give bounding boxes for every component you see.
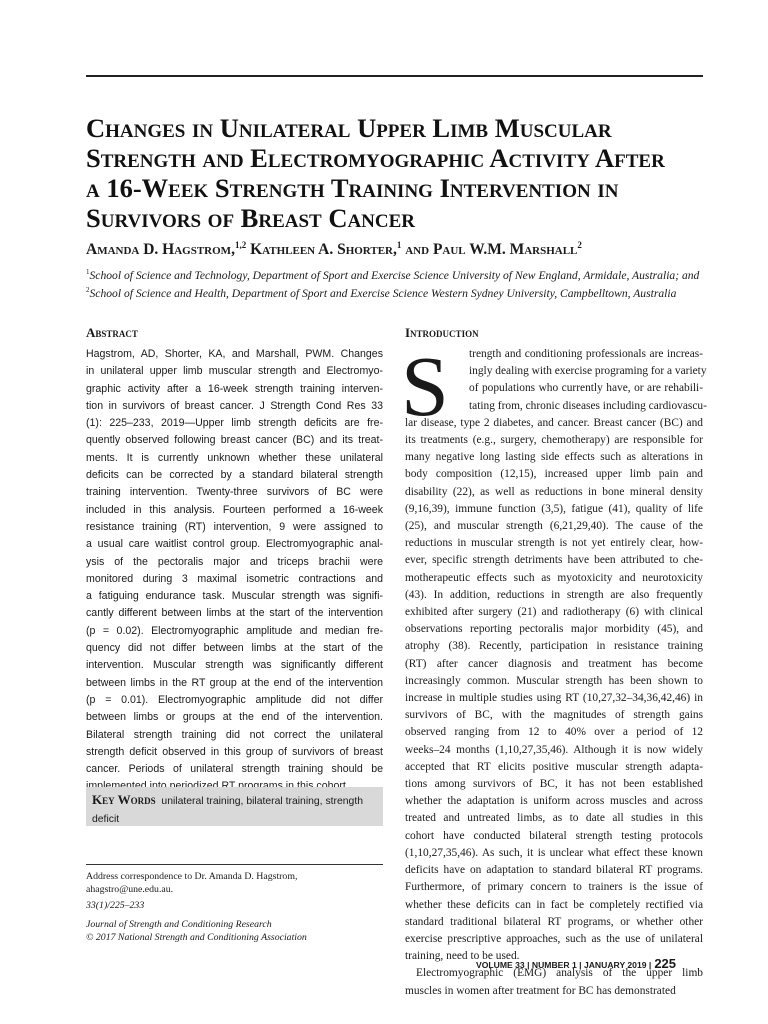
introduction-line: atrophy (38). Recently, participation in resistance training [405, 640, 703, 653]
author-affiliation-mark: 1 [396, 240, 402, 250]
introduction-line: (RT) after cancer diagnosis and treatment has become [405, 657, 703, 670]
introduction-line: ever, specific strength detriments have been attributed to che- [405, 554, 703, 567]
copyright-note: © 2017 National Strength and Conditioning Association [86, 932, 307, 943]
abstract-line: intervention. Muscular strength was significantly different [86, 659, 383, 672]
introduction-line: increase in multiple studies using RT (10,27,32–34,36,42,46) in [405, 692, 703, 705]
abstract-line: (1): 225–233, 2019—Upper limb strength deficits are fre- [86, 417, 383, 430]
article-title [86, 113, 726, 233]
introduction-line: deficits have on adaptation to standard bilateral RT programs. [405, 864, 703, 877]
introduction-line: (9,16,39), immune function (3,5), fatigue (41), quality of life [405, 502, 703, 515]
title-line: Strength and Electromyographic Activity After [86, 143, 665, 173]
introduction-line: (1,10,27,35,46). As such, it is unclear what effect these known [405, 846, 703, 859]
introduction-line: disability (22), as well as reductions in bone mineral density [405, 485, 703, 498]
abstract-line: training intervention. Twenty-three survivors of BC were [86, 486, 383, 499]
affiliation-line [86, 283, 726, 301]
abstract-line: strength deficit observed in this group of survivors of breast [86, 745, 383, 758]
introduction-line: ingly dealing with exercise programing for a variety [469, 365, 707, 378]
title-line: a 16-Week Strength Training Intervention in [86, 173, 619, 203]
introduction-line: accepted that RT elicits positive muscular strength adapta- [405, 760, 703, 773]
introduction-line: whether the adaptation is uniform across muscles and across [405, 795, 703, 808]
introduction-body [405, 346, 707, 1000]
abstract-line: cancer. Periods of unilateral strength training should be [86, 763, 383, 776]
abstract-line: between limbs in the RT group at the end of the intervention [86, 676, 383, 689]
affiliation-text: School of Science and Technology, Department of Sport and Exercise Science University of New England, Armidale, Australia; and [89, 268, 700, 282]
author-name: Paul W.M. Marshall [432, 241, 578, 259]
abstract-line: resistance training (RT) intervention, 9 were assigned to [86, 520, 383, 533]
abstract-line: graphic activity after a 16-week strength training interven- [86, 382, 383, 395]
abstract-line: a usual care waitlist control group. Electromyographic anal- [86, 538, 383, 551]
top-rule [86, 75, 703, 77]
title-line: Survivors of Breast Cancer [86, 203, 416, 233]
introduction-line: exercise prescriptive approaches, such as the use of unilateral [405, 932, 703, 945]
abstract-line: ysis of the pectoralis major and triceps brachii were [86, 555, 383, 568]
abstract-line: (p = 0.02). Electromyographic amplitude and median fre- [86, 624, 383, 637]
abstract-line: monitored during 3 maximal isometric contractions and [86, 572, 383, 585]
abstract-line: quently observed following breast cancer (BC) and its treat- [86, 434, 383, 447]
introduction-line: whether these deficits can in fact be completely rectified via [405, 898, 703, 911]
introduction-line: reductions in muscular strength is not yet entirely clear, how- [405, 537, 703, 550]
introduction-line: observed ranging from 12 to 40% over a period of 12 [405, 726, 703, 739]
abstract-line: (p = 0.01). Electromyographic amplitude did not differ [86, 693, 383, 706]
abstract-line: included in this analysis. Fourteen performed a 16-week [86, 503, 383, 516]
abstract-line: deficits can be corrected by a standard bilateral strength [86, 469, 383, 482]
abstract-body [86, 346, 383, 796]
title-line: Changes in Unilateral Upper Limb Muscular [86, 113, 612, 143]
drop-cap: S [401, 338, 449, 434]
abstract-line: cantly different between limbs at the start of the intervention [86, 607, 383, 620]
abstract-line: Hagstrom, AD, Shorter, KA, and Marshall, PWM. Changes [86, 348, 383, 360]
keywords-text: unilateral training, bilateral training, strength deficit [92, 796, 363, 825]
introduction-line: many negative long lasting side effects such as alterations in [405, 451, 703, 464]
introduction-line: muscles in women after treatment for BC has demonstrated [405, 984, 676, 997]
abstract-line: between limbs or groups at the end of the intervention. [86, 711, 383, 724]
introduction-line: standard traditional bilateral RT programs, or whether other [405, 915, 703, 928]
author-name: Amanda D. Hagstrom, [86, 241, 235, 259]
introduction-line: its treatments (e.g., surgery, chemotherapy) are responsible for [405, 434, 703, 447]
author-list [86, 240, 582, 259]
introduction-line: survivors of BC, with the magnitudes of strength gains [405, 709, 703, 722]
introduction-line: tating from, chronic diseases including cardiovascu- [469, 399, 707, 412]
introduction-line: exhibited after surgery (21) and radiotherapy (6) with clinical [405, 606, 703, 619]
citation-note: 33(1)/225–233 [86, 900, 145, 911]
introduction-line: (25), and muscular strength (6,21,29,40). The cause of the [405, 520, 703, 533]
abstract-line: tion in survivors of breast cancer. J Strength Cond Res 33 [86, 399, 383, 412]
page-number: 225 [654, 956, 677, 971]
abstract-line: in unilateral upper limb muscular strength and Electromyo- [86, 365, 383, 378]
issue-info: VOLUME 33 | NUMBER 1 | JANUARY 2019 | [476, 960, 652, 970]
abstract-line: Bilateral strength training did not correct the unilateral [86, 728, 383, 741]
affiliations [86, 265, 726, 301]
affiliation-text: School of Science and Health, Department of Sport and Exercise Science Western Sydney University, Campbelltown, Australia [89, 286, 677, 300]
footnotes [86, 870, 383, 944]
affiliation-mark: 1 [86, 268, 90, 276]
introduction-line: cohort have conducted bilateral strength testing protocols [405, 829, 703, 842]
affiliation-mark: 2 [86, 285, 90, 294]
introduction-line: body composition (12,15), increased upper limb pain and [405, 468, 703, 481]
affiliation-line [86, 265, 726, 283]
footnote-rule [86, 864, 383, 865]
author-name: Kathleen A. Shorter, [250, 241, 397, 259]
abstract-line: ments. It is currently unknown whether these unilateral [86, 451, 383, 464]
introduction-line: treated and untreated limbs, as to date all studies in this [405, 812, 703, 825]
introduction-line: of populations who currently have, or are rehabili- [469, 382, 703, 395]
introduction-line: increasingly common. Muscular strength has been shown to [405, 674, 703, 687]
author-affiliation-mark: 1,2 [234, 240, 247, 250]
introduction-heading: Introduction [405, 325, 479, 340]
page-footer [476, 956, 676, 971]
introduction-line: Electromyographic (EMG) analysis of the upper limb [416, 967, 703, 980]
introduction-line: motherapeutic effects such as myotoxicity and neurotoxicity [405, 571, 703, 584]
abstract-line: a fatiguing endurance task. Muscular strength was signifi- [86, 590, 383, 603]
journal-name: Journal of Strength and Conditioning Research [86, 919, 272, 930]
introduction-line: observations reporting pectoralis major morbidity (45), and [405, 623, 703, 636]
keywords-heading: Key Words [92, 792, 156, 807]
introduction-line: trength and conditioning professionals are increas- [469, 348, 703, 360]
keywords-box [86, 787, 383, 826]
introduction-line: (43). In addition, reductions in strength are also frequently [405, 588, 703, 601]
correspondence-note: Address correspondence to Dr. Amanda D. Hagstrom, ahagstro@une.edu.au. [86, 871, 298, 895]
introduction-line: training, need to be used. [405, 950, 520, 963]
abstract-heading: Abstract [86, 325, 138, 340]
author-conjunction: and [405, 241, 430, 259]
abstract-line: quency did not differ between limbs at the start of the [86, 642, 383, 655]
author-affiliation-mark: 2 [577, 240, 582, 250]
introduction-line: weeks–24 months (1,10,27,35,46). Although it is now widely [405, 743, 703, 756]
introduction-line: tions among survivors of BC, it has not been established [405, 778, 703, 791]
introduction-line: lar disease, type 2 diabetes, and cancer. Breast cancer (BC) and [405, 416, 703, 429]
introduction-line: Furthermore, of primary concern to trainers is the issue of [405, 881, 703, 894]
